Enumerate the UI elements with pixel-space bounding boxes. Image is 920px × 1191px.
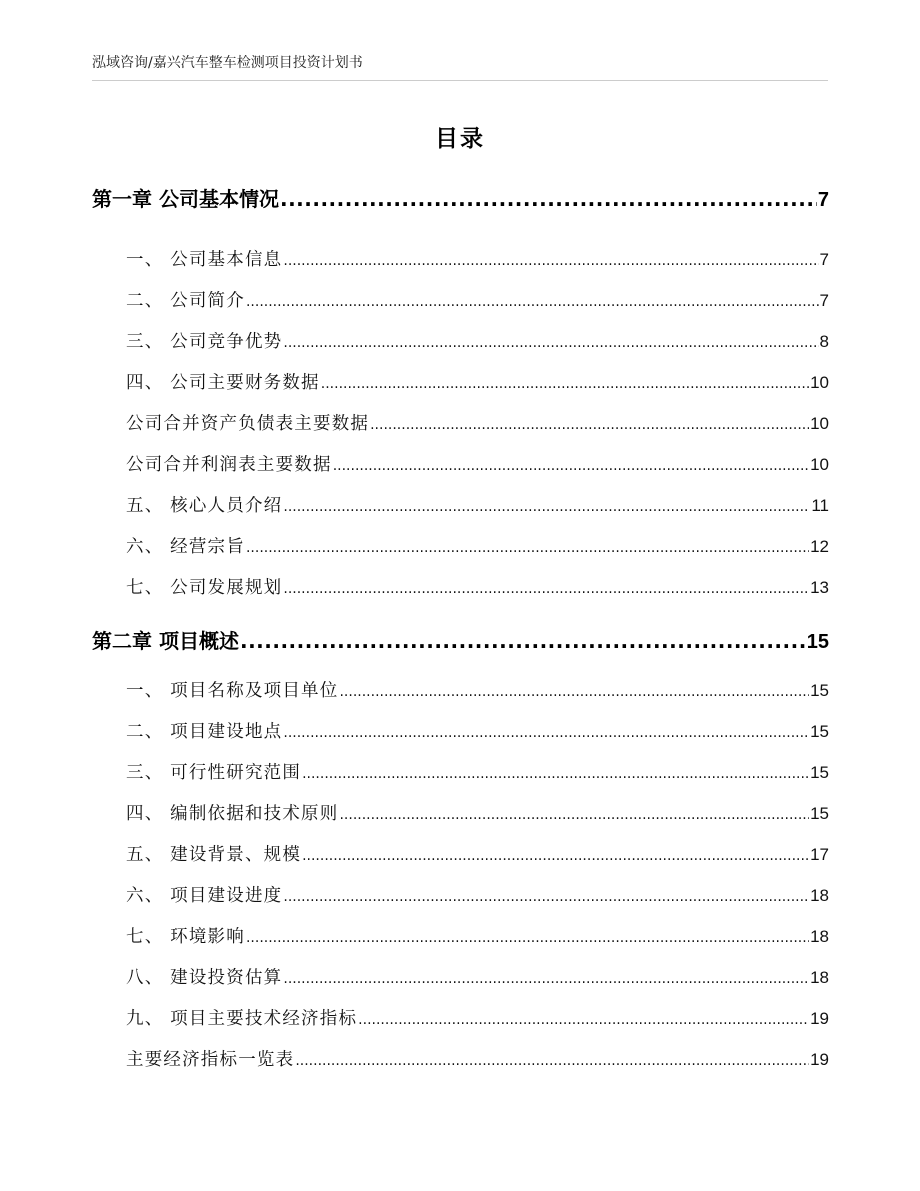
dot-leader	[280, 187, 817, 211]
dot-leader	[246, 930, 809, 946]
toc-entry-page: 18	[810, 927, 829, 946]
toc-entry-page: 15	[810, 681, 829, 700]
toc-entry-page: 10	[810, 455, 829, 474]
toc-section[interactable]	[126, 574, 829, 599]
toc-entry-page: 18	[810, 968, 829, 987]
toc-entry-label: 五、 核心人员介绍	[126, 496, 283, 516]
toc-entry-page: 17	[810, 845, 829, 864]
dot-leader	[283, 335, 818, 351]
toc-section[interactable]	[126, 759, 829, 784]
toc-section[interactable]	[126, 800, 829, 825]
toc-entry-label: 第一章 公司基本情况	[92, 187, 279, 211]
toc-entry-page: 19	[810, 1009, 829, 1028]
dot-leader	[240, 629, 806, 653]
toc-entry-page: 7	[819, 291, 829, 310]
toc-entry-label: 四、 公司主要财务数据	[126, 373, 320, 393]
toc-entry-page: 7	[817, 189, 829, 211]
dot-leader	[333, 458, 809, 474]
toc-entry-label: 二、 项目建设地点	[126, 722, 283, 742]
toc-entry-page: 12	[810, 537, 829, 556]
toc-entry-label: 公司合并利润表主要数据	[126, 455, 332, 475]
dot-leader	[295, 1053, 809, 1069]
toc-entry-label: 五、 建设背景、规模	[126, 845, 302, 865]
toc-section[interactable]	[126, 451, 829, 476]
toc-entry-page: 13	[810, 578, 829, 597]
dot-leader	[302, 766, 809, 782]
header-text: 泓域咨询/嘉兴汽车整车检测项目投资计划书	[92, 55, 363, 71]
toc-section[interactable]	[126, 287, 829, 312]
toc-section[interactable]	[126, 492, 829, 517]
toc-entry-label: 三、 可行性研究范围	[126, 763, 302, 783]
toc-section[interactable]	[126, 718, 829, 743]
toc-section[interactable]	[126, 882, 829, 907]
dot-leader	[339, 684, 809, 700]
toc-entry-label: 公司合并资产负债表主要数据	[126, 414, 370, 434]
toc-entry-page: 15	[810, 804, 829, 823]
toc-chapter-1[interactable]	[92, 183, 829, 212]
toc-entry-page: 10	[810, 373, 829, 392]
toc-entry-label: 一、 公司基本信息	[126, 250, 283, 270]
toc-section[interactable]	[126, 533, 829, 558]
toc-section[interactable]	[126, 410, 829, 435]
toc-section[interactable]	[126, 677, 829, 702]
toc-entry-label: 九、 项目主要技术经济指标	[126, 1009, 358, 1029]
toc-section[interactable]	[126, 841, 829, 866]
toc-entry-page: 15	[806, 631, 829, 653]
toc-entry-label: 主要经济指标一览表	[126, 1050, 295, 1070]
toc-entry-label: 六、 经营宗旨	[126, 537, 245, 557]
toc-entry-label: 二、 公司简介	[126, 291, 245, 311]
toc-entry-page: 19	[810, 1050, 829, 1069]
toc-section[interactable]	[126, 923, 829, 948]
dot-leader	[302, 848, 809, 864]
dot-leader	[283, 253, 818, 269]
dot-leader	[283, 725, 809, 741]
toc-entry-label: 三、 公司竞争优势	[126, 332, 283, 352]
toc-section[interactable]	[126, 1005, 829, 1030]
toc-entry-page: 18	[810, 886, 829, 905]
toc-entry-label: 一、 项目名称及项目单位	[126, 681, 339, 701]
dot-leader	[283, 499, 810, 515]
toc-entry-page: 8	[819, 332, 829, 351]
toc-entry-page: 10	[810, 414, 829, 433]
toc-entry-label: 七、 环境影响	[126, 927, 245, 947]
toc-entry-page: 15	[810, 763, 829, 782]
dot-leader	[283, 971, 809, 987]
toc-section[interactable]	[126, 328, 829, 353]
toc-chapter-2[interactable]	[92, 625, 829, 654]
toc-entry-label: 七、 公司发展规划	[126, 578, 283, 598]
dot-leader	[370, 417, 809, 433]
dot-leader	[321, 376, 809, 392]
dot-leader	[283, 581, 809, 597]
dot-leader	[358, 1012, 809, 1028]
dot-leader	[339, 807, 809, 823]
toc-entry-label: 四、 编制依据和技术原则	[126, 804, 339, 824]
toc-entry-label: 八、 建设投资估算	[126, 968, 283, 988]
toc-entry-label: 六、 项目建设进度	[126, 886, 283, 906]
toc-entry-label: 第二章 项目概述	[92, 629, 239, 653]
toc-section[interactable]	[126, 1046, 829, 1071]
toc-entry-page: 7	[819, 250, 829, 269]
toc-entry-page: 15	[810, 722, 829, 741]
dot-leader	[246, 540, 809, 556]
toc-section[interactable]	[126, 964, 829, 989]
toc-section[interactable]	[126, 369, 829, 394]
toc-entry-page: 11	[811, 496, 829, 515]
dot-leader	[283, 889, 809, 905]
toc-title: 目录	[435, 126, 485, 152]
dot-leader	[246, 294, 819, 310]
toc-section[interactable]	[126, 246, 829, 271]
